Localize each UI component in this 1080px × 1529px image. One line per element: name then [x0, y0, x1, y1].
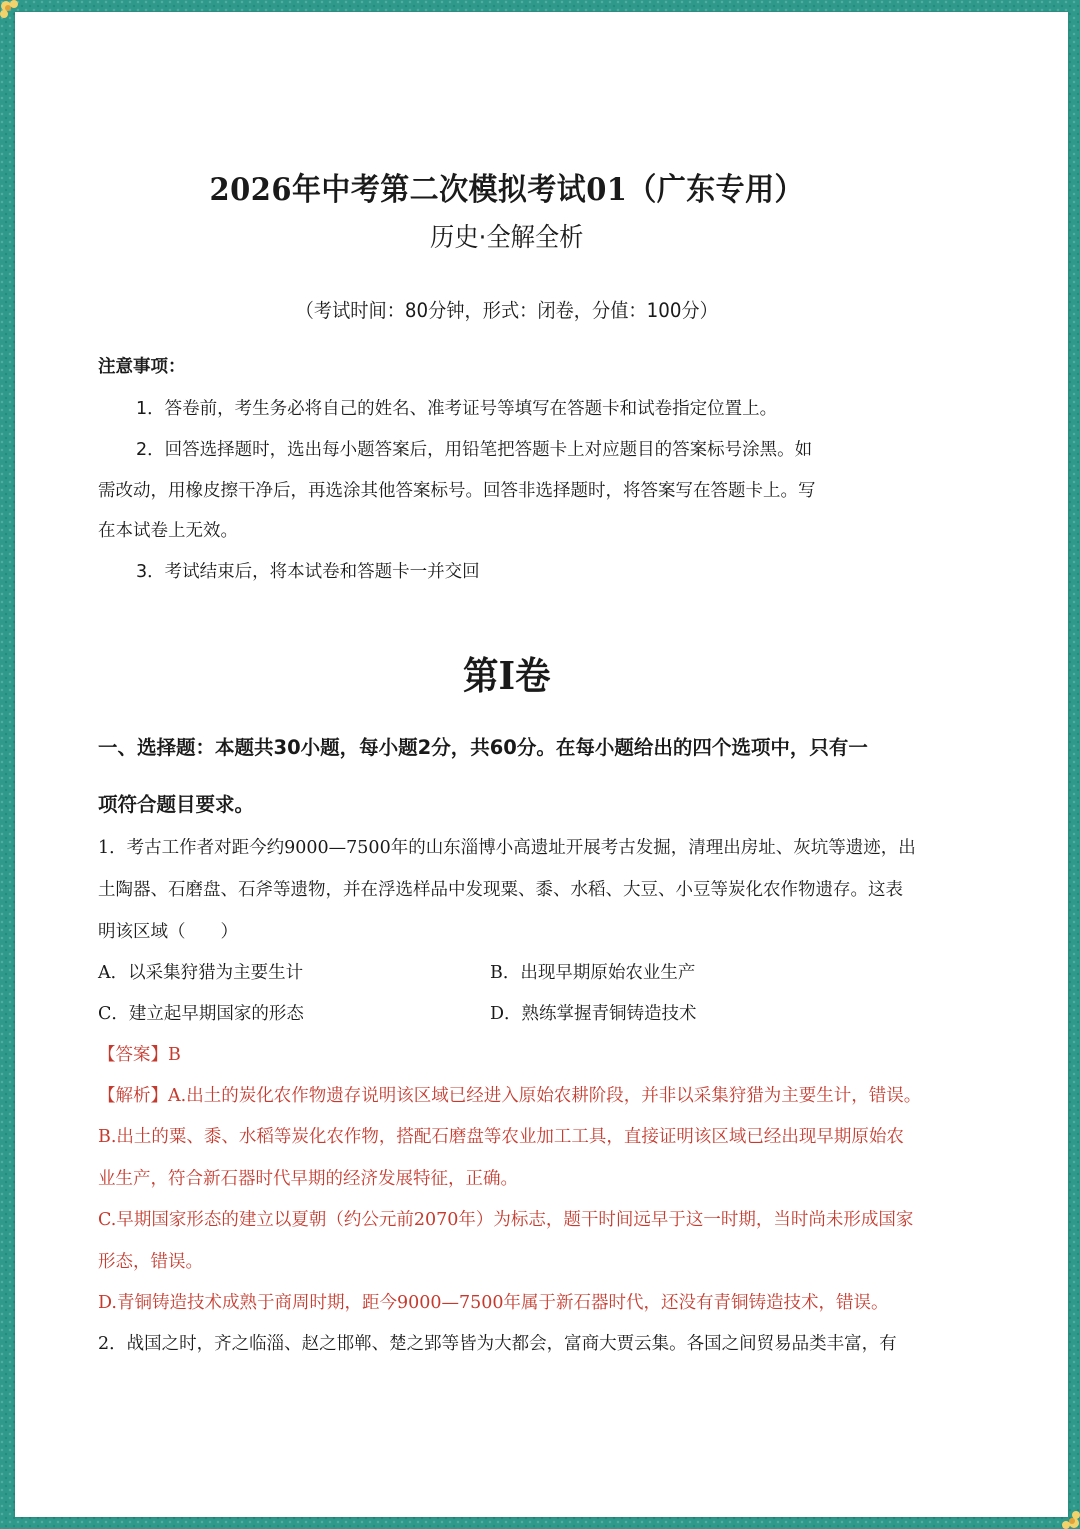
section-instruction: 项符合题目要求。: [98, 793, 255, 816]
note-line: 1．答卷前，考生务必将自己的姓名、准考证号等填写在答题卡和试卷指定位置上。: [136, 399, 778, 419]
question-stem: 2．战国之时，齐之临淄、赵之邯郸、楚之郢等皆为大都会，富商大贾云集。各国之间贸易品类丰富，有: [98, 1334, 897, 1354]
document-page: [15, 12, 1068, 1517]
option-a: A．以采集狩猎为主要生计: [98, 963, 304, 983]
page-title: 2026年中考第二次模拟考试01（广东专用）: [209, 172, 804, 208]
analysis-line: 形态，错误。: [98, 1252, 203, 1272]
question-stem: 明该区域（ ）: [98, 922, 238, 942]
exam-info: （考试时间：80分钟，形式：闭卷，分值：100分）: [295, 299, 718, 322]
analysis-line: D.青铜铸造技术成熟于商周时期，距今9000—7500年属于新石器时代，还没有青铜铸造技术，错误。: [98, 1293, 889, 1313]
analysis-line: 业生产，符合新石器时代早期的经济发展特征，正确。: [98, 1169, 518, 1189]
question-stem: 土陶器、石磨盘、石斧等遗物，并在浮选样品中发现粟、黍、水稻、大豆、小豆等炭化农作物遗存。这表: [98, 880, 903, 900]
page-subtitle: 历史·全解全析: [430, 223, 584, 253]
option-d: D．熟练掌握青铜铸造技术: [490, 1004, 697, 1024]
option-b: B．出现早期原始农业生产: [490, 963, 696, 983]
section-instruction: 一、选择题：本题共30小题，每小题2分，共60分。在每小题给出的四个选项中，只有一: [98, 736, 868, 759]
notes-heading: 注意事项：: [98, 357, 186, 377]
section-title: 第Ⅰ卷: [462, 653, 551, 698]
answer-line: 【答案】B: [98, 1045, 181, 1065]
note-line: 2．回答选择题时，选出每小题答案后，用铅笔把答题卡上对应题目的答案标号涂黑。如: [136, 440, 813, 460]
note-line: 3．考试结束后，将本试卷和答题卡一并交回: [136, 562, 480, 582]
option-c: C．建立起早期国家的形态: [98, 1004, 304, 1024]
analysis-line: B.出土的粟、黍、水稻等炭化农作物，搭配石磨盘等农业加工工具，直接证明该区域已经出现早期原始农: [98, 1127, 904, 1147]
note-line: 需改动，用橡皮擦干净后，再选涂其他答案标号。回答非选择题时，将答案写在答题卡上。写: [98, 481, 816, 501]
analysis-line: 【解析】A.出土的炭化农作物遗存说明该区域已经进入原始农耕阶段，并非以采集狩猎为主要生计，错误。: [98, 1086, 922, 1106]
question-stem: 1．考古工作者对距今约9000—7500年的山东淄博小高遗址开展考古发掘，清理出房址、灰坑等遗迹，出: [98, 838, 916, 858]
analysis-line: C.早期国家形态的建立以夏朝（约公元前2070年）为标志，题干时间远早于这一时期，当时尚未形成国家: [98, 1210, 914, 1230]
note-line: 在本试卷上无效。: [98, 521, 238, 541]
